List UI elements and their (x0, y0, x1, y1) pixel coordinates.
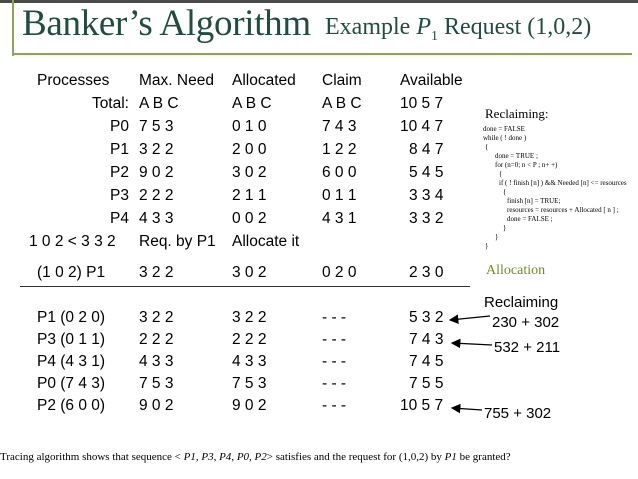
reclaim-sum: 755 + 302 (484, 405, 552, 422)
reclaim-row-max: 2 2 2 (139, 331, 174, 348)
reclaim-row-available: 7 4 3 (409, 331, 444, 348)
table-row-available: 10 4 7 (400, 118, 444, 135)
allocation-claim: 0 2 0 (322, 264, 357, 281)
table-row-allocated: 2 0 0 (232, 141, 267, 158)
code-line: } (495, 233, 499, 241)
total-max: A B C (139, 95, 179, 112)
code-line: } (503, 224, 507, 232)
table-row-process: P3 (110, 187, 129, 204)
table-row-process: P1 (110, 141, 129, 158)
reclaim-row-max: 9 0 2 (139, 397, 174, 414)
total-allocated: A B C (232, 95, 272, 112)
reclaim-row-allocated: 9 0 2 (232, 397, 267, 414)
request-comparison: 1 0 2 < 3 3 2 (29, 233, 116, 250)
slide-subtitle: Example $P_1$ Request (1,0,2) (325, 14, 592, 44)
header-claim: Claim (322, 72, 362, 89)
reclaim-sum: 532 + 211 (494, 339, 561, 356)
table-row-max: 3 2 2 (139, 141, 174, 158)
reclaim-row-allocated: 7 5 3 (232, 375, 267, 392)
footer-note: Tracing algorithm shows that sequence < P1, P3, P4, P0, P2> satisfies and the request for (1,0,2) by P1 be granted? (0, 451, 511, 463)
total-label: Total: (91, 95, 129, 112)
reclaim-row-claim: - - - (322, 353, 347, 370)
reclaim-row-allocated: 2 2 2 (232, 331, 267, 348)
reclaim-row-max: 4 3 3 (139, 353, 174, 370)
reclaim-row-available: 10 5 7 (400, 397, 444, 414)
reclaim-row-available: 5 3 2 (409, 309, 444, 326)
reclaim-row-process: P1 (0 2 0) (37, 309, 106, 326)
reclaim-row-max: 7 5 3 (139, 375, 174, 392)
table-row-available: 3 3 4 (409, 187, 444, 204)
table-row-max: 2 2 2 (139, 187, 174, 204)
table-row-available: 3 3 2 (409, 210, 444, 227)
code-line: { (485, 143, 489, 151)
request-by: Req. by P1 (139, 233, 216, 250)
reclaim-row-claim: - - - (322, 397, 347, 414)
total-claim: A B C (322, 95, 362, 112)
table-row-max: 9 0 2 (139, 164, 174, 181)
code-line: { (499, 170, 503, 178)
table-row-allocated: 3 0 2 (232, 164, 267, 181)
reclaim-row-allocated: 3 2 2 (232, 309, 267, 326)
table-row-allocated: 0 0 2 (232, 210, 267, 227)
header-processes: Processes (37, 72, 110, 89)
reclaim-row-process: P3 (0 1 1) (37, 331, 106, 348)
arrow-icon (452, 343, 492, 345)
slide-title: Banker’s Algorithm (22, 3, 311, 44)
code-line: done = FALSE ; (507, 215, 553, 223)
table-row-process: P4 (110, 210, 129, 227)
reclaiming-title: Reclaiming: (485, 106, 549, 121)
code-line: finish [n] = TRUE; (507, 197, 561, 205)
code-line: { (503, 188, 507, 196)
reclaiming-label: Reclaiming (484, 294, 559, 311)
allocation-allocated: 3 0 2 (232, 264, 267, 281)
reclaim-row-claim: - - - (322, 309, 347, 326)
header-allocated: Allocated (232, 72, 296, 89)
reclaim-row-claim: - - - (322, 375, 347, 392)
table-row-allocated: 2 1 1 (232, 187, 267, 204)
header-available: Available (400, 72, 463, 89)
table-row-claim: 6 0 0 (322, 164, 357, 181)
arrow-icon (450, 316, 490, 320)
table-row-process: P2 (110, 164, 129, 181)
allocation-process: (1 0 2) P1 (37, 264, 106, 281)
request-decision: Allocate it (232, 233, 300, 250)
code-line: } (485, 242, 489, 250)
table-row-max: 4 3 3 (139, 210, 174, 227)
table-row-claim: 7 4 3 (322, 118, 357, 135)
reclaim-row-available: 7 4 5 (409, 353, 444, 370)
total-available: 10 5 7 (400, 95, 444, 112)
table-row-process: P0 (110, 118, 129, 135)
table-row-available: 8 4 7 (409, 141, 444, 158)
allocation-available: 2 3 0 (409, 264, 444, 281)
table-row-allocated: 0 1 0 (232, 118, 267, 135)
code-line: if ( ! finish [n] ) && Needed [n] <= resources (499, 179, 627, 187)
reclaim-row-claim: - - - (322, 331, 347, 348)
code-line: done = TRUE ; (495, 152, 538, 160)
table-row-max: 7 5 3 (139, 118, 174, 135)
table-row-available: 5 4 5 (409, 164, 444, 181)
table-row-claim: 4 3 1 (322, 210, 357, 227)
code-line: resources = resources + Allocated [ n ] ; (507, 206, 619, 214)
reclaim-row-process: P2 (6 0 0) (37, 397, 106, 414)
header-max-need: Max. Need (139, 72, 214, 89)
reclaim-row-available: 7 5 5 (409, 375, 444, 392)
table-row-claim: 0 1 1 (322, 187, 357, 204)
arrow-icon (452, 408, 482, 410)
allocation-label: Allocation (486, 263, 546, 278)
reclaim-sum: 230 + 302 (492, 314, 560, 331)
allocation-max: 3 2 2 (139, 264, 174, 281)
code-line: while ( ! done ) (483, 134, 527, 142)
table-row-claim: 1 2 2 (322, 141, 357, 158)
reclaim-row-max: 3 2 2 (139, 309, 174, 326)
code-line: done = FALSE (483, 125, 525, 133)
reclaim-row-process: P0 (7 4 3) (37, 375, 106, 392)
code-line: for (n=0; n < P ; n+ +) (495, 161, 558, 169)
reclaim-row-allocated: 4 3 3 (232, 353, 267, 370)
reclaim-row-process: P4 (4 3 1) (37, 353, 106, 370)
